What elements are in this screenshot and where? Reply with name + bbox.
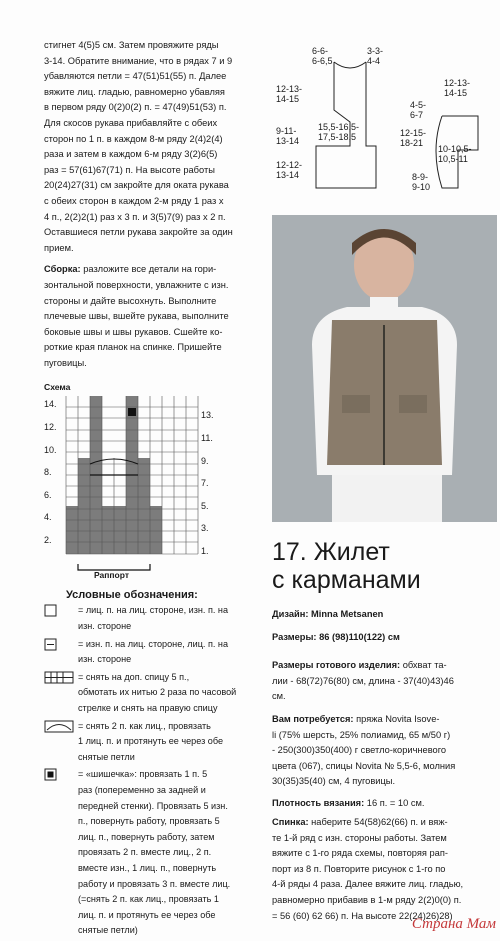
dimension-label: 12-13- [444, 78, 471, 88]
legend-text: провязать 2 п. вместе лиц., 2 п. [78, 847, 212, 858]
legend-item-bobble [44, 767, 262, 939]
text-line: 4 п., 2(2)2(1) раз х 3 п. и 3(5)7(9) раз х 2 п. [44, 211, 226, 222]
text-line: в первом ряду 0(2)0(2) п. = 47(49)51(53) п. [44, 102, 227, 113]
chart-row-numbers-left [44, 393, 64, 551]
text-line: Оставшиеся петли рукава закройте за один [44, 227, 233, 238]
materials [272, 712, 497, 790]
text-line: равномерно прибавив в 1-м ряду 2(2)0(0) п. [272, 894, 462, 905]
legend-text: работу и провязать 3 п. вместе лиц. [78, 878, 231, 889]
text-line: 30(35)35(40) см, 4 пуговицы. [272, 776, 396, 787]
gauge [272, 796, 497, 812]
design-info [272, 607, 497, 623]
legend-text: лиц. п. и протянуть ее через обе [78, 909, 216, 920]
text-line: роткие края планок на спинке. Пришейте [44, 342, 222, 353]
legend-text: изн. стороне [78, 654, 132, 665]
text-line: пуговицы. [44, 357, 87, 368]
text-line: стороны и дайте высохнуть. Выполните [44, 295, 217, 306]
row-number: 7. [201, 478, 209, 489]
legend-text: (=снять 2 п. как лиц., провязать 1 [78, 894, 219, 905]
knitting-chart [44, 396, 262, 581]
row-number: 14. [44, 399, 57, 410]
dimension-label: 12-13- [276, 84, 303, 94]
bobble-symbol [44, 768, 74, 782]
empty-cell-symbol [44, 604, 74, 618]
text-line: = 56 (60) 62 66) п. На высоте 22(24)26)28) [272, 910, 453, 921]
text-line: цвета (067), спицы Novita № 5,5-6, молния [272, 760, 456, 771]
gauge-label: Плотность вязания: [272, 798, 365, 808]
legend-text: 1 лиц. п. и протянуть ее через обе [78, 736, 224, 747]
legend-text: лиц. п., повернуть работу, затем [78, 831, 215, 842]
text-line: пряжа Novita Isove- [353, 714, 440, 724]
left-column [44, 38, 262, 941]
decrease-symbol [44, 720, 74, 734]
dimension-label: 10,5-11 [438, 154, 468, 164]
design-label: Дизайн: [272, 609, 309, 619]
sizes-label: Размеры: [272, 632, 317, 642]
legend-item-wrap [44, 670, 262, 717]
row-number: 11. [201, 433, 213, 444]
legend-text: = снять 2 п. как лиц., провязать [78, 720, 211, 731]
row-number: 8. [44, 467, 52, 478]
dimension-label: 9-10 [412, 182, 431, 192]
dimension-label: 10-10,5- [438, 144, 472, 154]
row-number: 13. [201, 410, 214, 421]
product-photo [272, 215, 497, 522]
legend-item-purl [44, 637, 262, 668]
text-line: порт из 8 п. Повторите рисунок с 1-го по [272, 863, 446, 874]
label-right-b [400, 128, 426, 148]
row-number: 9. [201, 455, 209, 466]
text-line: плечевые швы, вшейте рукава, выполните [44, 311, 229, 322]
dimension-label: 6-6,5 [312, 56, 333, 66]
legend-text: изн. стороне [78, 621, 132, 632]
sizes-value: 86 (98)110(122) см [319, 632, 400, 642]
dimension-label: 14-15 [276, 94, 300, 104]
text-line: с обеих сторон в каждом 2-м ряду 1 раз х [44, 195, 224, 206]
legend-item-decrease [44, 719, 262, 766]
text-line: 4-й ряды 4 раза. Далее вяжите лиц. гладью, [272, 879, 464, 890]
finished-label: Размеры готового изделия: [272, 660, 401, 670]
chart-row-numbers-right [201, 404, 223, 562]
knitting-chart-grid [44, 396, 262, 581]
article-title [272, 538, 421, 594]
label-body [276, 126, 299, 146]
text-line: вяжите с 1-го ряда схемы, повторяя рап- [272, 848, 448, 859]
label-width [318, 122, 359, 142]
text-line: раза и затем в каждом 6-м ряду 3(2)6(5) [44, 149, 218, 160]
text-line: убавляются петли = 47(51)51(55) п. Далее [44, 71, 227, 82]
assembly-section [44, 262, 262, 371]
text-line: 20(24)27(31) см закройте для оката рукава [44, 180, 229, 191]
legend-text: передней стенки). Провязать 5 изн. [78, 800, 228, 811]
wrap-symbol [44, 671, 74, 685]
intro-text [44, 38, 262, 256]
row-number: 3. [201, 523, 209, 534]
row-number: 6. [44, 489, 52, 500]
text-line: см. [272, 691, 286, 702]
title-line: 17. Жилет [272, 538, 390, 566]
text-line: раз = 57(61)67(71) п. На высоте работы [44, 164, 215, 175]
row-number: 12. [44, 422, 57, 433]
back-label: Спинка: [272, 817, 309, 827]
dimension-label: 4-4 [367, 56, 381, 66]
legend-text: снятые петли [78, 751, 135, 762]
text-line: Для скосов рукава прибавляйте с обеих [44, 117, 218, 128]
legend-title: Условные обозначения: [66, 589, 198, 602]
legend-item-knit [44, 603, 262, 634]
label-right-c [438, 144, 472, 164]
text-line: разложите все детали на гори- [80, 264, 217, 275]
assembly-label: Сборка: [44, 264, 81, 275]
dimension-label: 3-3- [367, 46, 384, 56]
text-line: стигнет 4(5)5 см. Затем провяжите ряды [44, 40, 219, 50]
gauge-value: 16 п. = 10 см. [364, 798, 425, 808]
text-line: li (75% шерсть, 25% полиамид, 65 м/50 г) [272, 729, 451, 740]
schematic-outline [272, 38, 497, 208]
legend-text: = «шишечка»: провязать 1 п. 5 [78, 769, 208, 780]
label-armhole [276, 84, 302, 104]
title-line: с карманами [272, 566, 421, 594]
legend-text: = изн. п. на лиц. стороне, лиц. п. на [78, 638, 229, 649]
dimension-label: 15,5-16,5- [318, 122, 360, 132]
row-number: 2. [44, 535, 52, 546]
chart-title: Схема [44, 382, 71, 393]
legend-text: раз (попеременно за задней и [78, 785, 206, 795]
dimension-label: 6-6- [312, 46, 329, 56]
text-line: зонтальной поверхности, увлажните с изн. [44, 279, 229, 290]
finished-sizes [272, 658, 497, 705]
text-line: наберите 54(58)62(66) п. и вяж- [308, 817, 448, 827]
text-line: лии - 68(72)76(80) см, длина - 37(40)43)46 [272, 675, 454, 686]
label-right-top [444, 78, 470, 98]
text-line: прием. [44, 242, 74, 253]
legend-text: стрелке и снять на правую спицу [78, 703, 218, 714]
text-line: те 1-й ряд с изн. стороны работы. Затем [272, 832, 447, 843]
legend-text: п., повернуть работу, провязать 5 [78, 816, 220, 827]
dimension-label: 4-5- [410, 100, 427, 110]
repeat-label: Раппорт [94, 570, 129, 581]
row-number: 4. [44, 512, 52, 523]
label-neck [367, 46, 383, 66]
text-line: 3-14. Обратите внимание, что в рядах 7 и 9 [44, 55, 233, 66]
dimension-label: 12-15- [400, 128, 427, 138]
dimension-label: 13-14 [276, 136, 300, 146]
legend-text: = снять на доп. спицу 5 п., [78, 671, 190, 682]
label-hem [276, 160, 302, 180]
label-right-d [412, 172, 430, 192]
row-number: 1. [201, 546, 209, 557]
row-number: 10. [44, 444, 57, 455]
text-line: боковые швы и швы рукавов. Сшейте ко- [44, 326, 223, 337]
text-line: - 250(300)350(400) г светло-коричневого [272, 745, 447, 756]
legend-text: вместе изн., 1 лиц. п., повернуть [78, 862, 217, 873]
design-value: Minna Metsanen [311, 609, 384, 619]
row-number: 5. [201, 500, 209, 511]
legend-text: снятые петли) [78, 925, 138, 936]
legend-text: = лиц. п. на лиц. стороне, изн. п. на [78, 605, 229, 616]
back-instructions [272, 815, 497, 924]
text-line: вяжите лиц. гладью, равномерно убавляя [44, 86, 225, 97]
label-right-a [410, 100, 426, 120]
materials-label: Вам потребуется: [272, 714, 354, 724]
dash-cell-symbol [44, 638, 74, 652]
legend-text: обмотать их нитью 2 раза по часовой [78, 687, 237, 698]
dimension-label: 9-11- [276, 126, 297, 136]
dimension-label: 12-12- [276, 160, 303, 170]
label-shoulder [312, 46, 333, 66]
dimension-label: 14-15 [444, 88, 468, 98]
sizes-info [272, 630, 497, 646]
pattern-schematic [272, 38, 497, 208]
dimension-label: 6-7 [410, 110, 424, 120]
site-watermark: Страна Мам [411, 916, 496, 932]
dimension-label: 8-9- [412, 172, 429, 182]
dimension-label: 18-21 [400, 138, 424, 148]
text-line: обхват та- [400, 660, 447, 670]
text-line: сторон по 1 п. в каждом 8-м ряду 2(4)2(4) [44, 133, 223, 144]
bobble-symbol [128, 408, 136, 416]
dimension-label: 13-14 [276, 170, 300, 180]
photo-illustration [272, 215, 497, 522]
dimension-label: 17,5-18,5 [318, 132, 357, 142]
